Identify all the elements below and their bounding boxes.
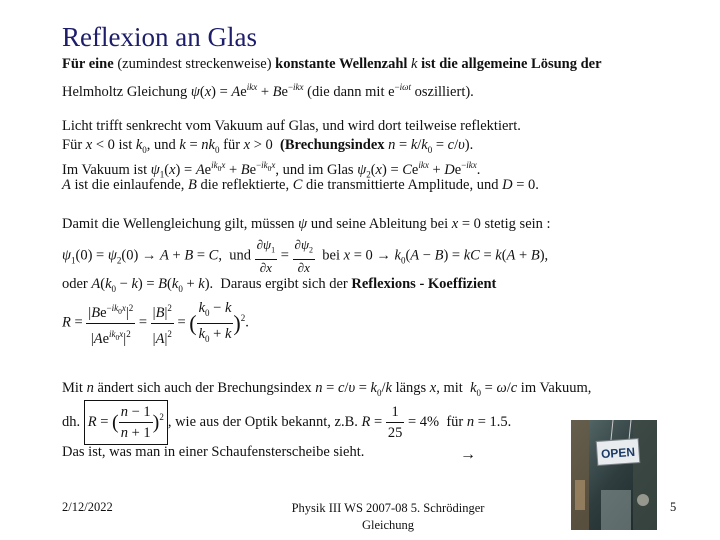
line-13: Das ist, was man in einer Schaufensterscheibe sieht. bbox=[62, 444, 365, 460]
line-8: $\psi_1(0) = \psi_2(0) \to A + B = C$, und $\frac{\partial\psi_1}{\partial x}$ = $\frac{\partial\psi_2}{\partial x}$ bei $x = 0 \to k_0(A - B)$ = kC = k(A + B), bbox=[62, 237, 549, 275]
footer-date: 2/12/2022 bbox=[62, 500, 113, 514]
line-10: R = $\frac{|Be^{-ik_0x}|^2}{|Ae^{ik_0x}|^2}$ = $\frac{|B|^2}{|A|^2}$ = ( $\frac{k_0 - k}{k_0 + k}$ )$^2$. bbox=[62, 300, 249, 347]
line-7: Damit die Wellengleichung gilt, müssen ψ und seine Ableitung bei x = 0 stetig sein : bbox=[62, 216, 551, 232]
shop-window-illustration bbox=[571, 420, 657, 530]
slide-title: Reflexion an Glas bbox=[62, 22, 257, 52]
footer-course-title: Physik III WS 2007-08 5. Schrödinger Gleichung bbox=[291, 501, 485, 532]
line-6: A ist die einlaufende, B die reflektierte, C die transmittierte Amplitude, und D = 0. bbox=[62, 177, 539, 193]
line-2: Helmholtz Gleichung $\psi(x) = Ae^{ikx} + Be^{-ikx}$ (die dann mit $e^{-i\omega t}$ oszilliert). bbox=[62, 82, 474, 100]
line-4: Für x < 0 ist $k_0$, und $k = nk_0$ für x > 0 (Brechungsindex $n = k/k_0 = c/\upsilon$). bbox=[62, 137, 474, 155]
line-11: Mit n ändert sich auch der Brechungsindex $n = c/\upsilon = k_0/k$ längs x, mit $k_0 = \omega/c$ im Vakuum, bbox=[62, 380, 592, 398]
line-1: Für eine (zumindest streckenweise) konstante Wellenzahl k ist die allgemeine Lösung der bbox=[62, 56, 602, 72]
line-9: oder $A(k_0 - k) = B(k_0 + k)$. Daraus ergibt sich der Reflexions - Koeffizient bbox=[62, 276, 497, 294]
arrow-right-icon: → bbox=[460, 446, 476, 463]
line-12: dh. R = ( $\frac{n - 1}{n + 1}$ )$^2$ , wie aus der Optik bekannt, z.B. R = $\frac{1}{25}$ = 4% für n = 1.5. bbox=[62, 400, 511, 445]
line-3: Licht trifft senkrecht vom Vakuum auf Glas, und wird dort teilweise reflektiert. bbox=[62, 118, 521, 134]
open-sign-text: OPEN bbox=[600, 444, 636, 462]
shop-window-photo bbox=[571, 420, 657, 530]
page-number: 5 bbox=[670, 500, 677, 514]
line-5: Im Vakuum ist $\psi_1(x) = Ae^{ik_0x} + Be^{-ik_0x}$, und im Glas $\psi_2(x) = Ce^{ikx} + De^{-ikx}$. bbox=[62, 160, 481, 180]
